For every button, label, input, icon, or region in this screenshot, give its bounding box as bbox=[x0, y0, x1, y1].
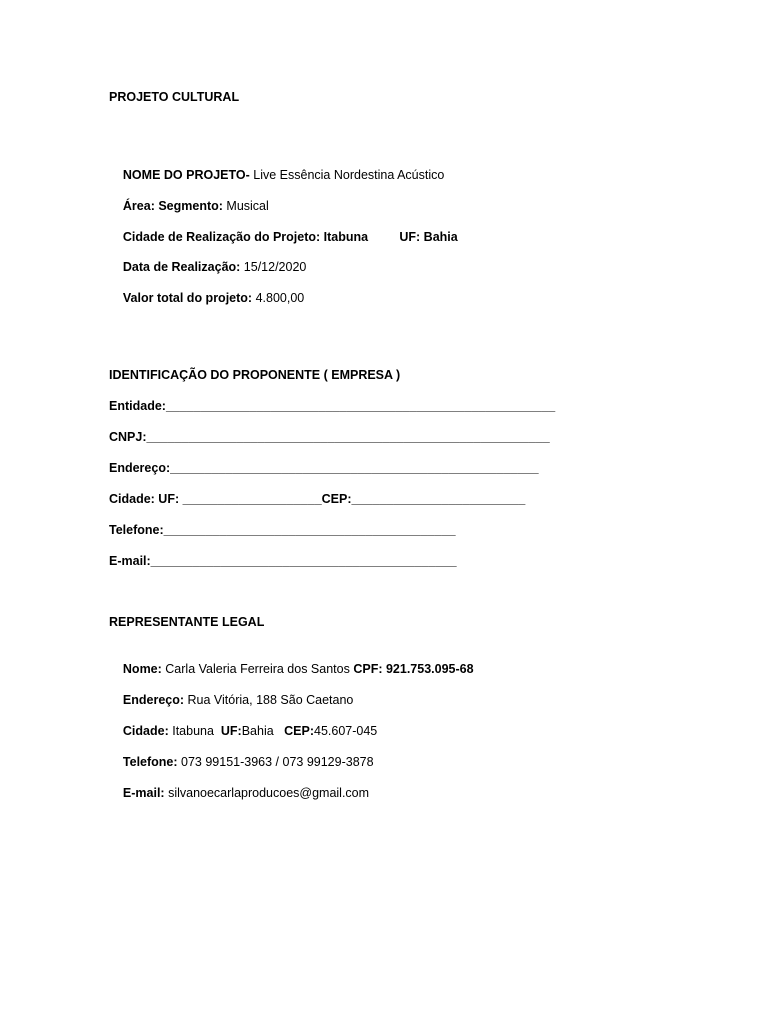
document-title: PROJETO CULTURAL bbox=[109, 90, 240, 104]
project-name-label: NOME DO PROJETO- bbox=[122, 168, 250, 182]
proponent-telefone-field: Telefone:__________________________________________ bbox=[109, 523, 456, 537]
representative-email-line bbox=[109, 769, 369, 817]
representative-telefone-label: Telefone: bbox=[122, 755, 182, 769]
representative-telefone-value: 073 99151-3963 / 073 99129-3878 bbox=[181, 755, 374, 769]
representative-uf-value: Bahia bbox=[241, 724, 274, 738]
project-total-line bbox=[109, 274, 304, 322]
proponent-cnpj-field: CNPJ:__________________________________________________________ bbox=[109, 430, 550, 444]
project-total-value: 4.800,00 bbox=[255, 291, 305, 305]
representative-endereco-label: Endereço: bbox=[122, 693, 188, 707]
representative-nome-label: Nome: bbox=[122, 662, 166, 676]
proponent-heading: IDENTIFICAÇÃO DO PROPONENTE ( EMPRESA ) bbox=[109, 368, 401, 382]
project-date-label: Data de Realização: bbox=[122, 260, 244, 274]
project-total-label: Valor total do projeto: bbox=[122, 291, 256, 305]
project-area-value: Musical bbox=[226, 199, 269, 213]
representative-cep-label: CEP: bbox=[273, 724, 314, 738]
project-city-label: Cidade de Realização do Projeto: bbox=[122, 230, 324, 244]
representative-cidade-value: Itabuna bbox=[172, 724, 214, 738]
representative-email-label: E-mail: bbox=[122, 786, 169, 800]
proponent-cidade-uf-cep-field: Cidade: UF: ____________________CEP:_________________________ bbox=[109, 492, 526, 506]
proponent-endereco-field: Endereço:_____________________________________________________ bbox=[109, 461, 539, 475]
representative-cpf-value: 921.753.095-68 bbox=[385, 662, 474, 676]
representative-cep-value: 45.607-045 bbox=[314, 724, 378, 738]
representative-endereco-value: Rua Vitória, 188 São Caetano bbox=[187, 693, 354, 707]
project-area-label: Área: Segmento: bbox=[122, 199, 227, 213]
representative-cpf-label: CPF: bbox=[349, 662, 386, 676]
project-uf-value: Bahia bbox=[423, 230, 458, 244]
proponent-entidade-field: Entidade:________________________________________________________ bbox=[109, 399, 556, 413]
representative-cidade-label: Cidade: bbox=[122, 724, 173, 738]
project-name-value: Live Essência Nordestina Acústico bbox=[249, 168, 445, 182]
proponent-email-field: E-mail:____________________________________________ bbox=[109, 554, 457, 568]
representative-heading: REPRESENTANTE LEGAL bbox=[109, 615, 265, 629]
project-date-value: 15/12/2020 bbox=[243, 260, 307, 274]
project-city-value: Itabuna bbox=[323, 230, 369, 244]
representative-nome-value: Carla Valeria Ferreira dos Santos bbox=[165, 662, 350, 676]
representative-uf-label: UF: bbox=[213, 724, 242, 738]
representative-email-value: silvanoecarlaproducoes@gmail.com bbox=[168, 786, 370, 800]
project-uf-label: UF: bbox=[368, 230, 424, 244]
